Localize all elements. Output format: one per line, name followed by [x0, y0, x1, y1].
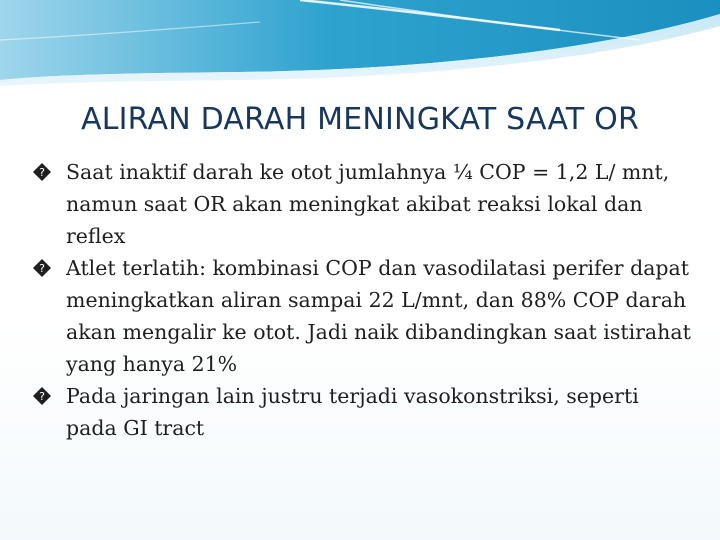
bullet-text: Pada jaringan lain justru terjadi vasokonstriksi, seperti pada GI tract: [66, 384, 639, 440]
bullet-text: Saat inaktif darah ke otot jumlahnya ¼ COP = 1,2 L/ mnt, namun saat OR akan meningkat akibat reaksi lokal dan reflex: [66, 160, 670, 248]
bullet-item-2: [32, 252, 692, 380]
bullet-item-3: [32, 380, 692, 444]
svg-text:?: ?: [39, 166, 45, 179]
header-wave-decoration: [0, 0, 720, 90]
missing-glyph-icon: [32, 258, 52, 278]
missing-glyph-icon: [32, 386, 52, 406]
bullet-list: [32, 156, 692, 444]
slide-title: ALIRAN DARAH MENINGKAT SAAT OR: [80, 102, 640, 137]
bullet-text: Atlet terlatih: kombinasi COP dan vasodilatasi perifer dapat meningkatkan aliran sampai 22 L/mnt, dan 88% COP darah akan mengalir ke otot. Jadi naik dibandingkan saat istirahat yang hanya 21%: [66, 256, 691, 376]
missing-glyph-icon: [32, 162, 52, 182]
bullet-item-1: [32, 156, 692, 252]
svg-text:?: ?: [39, 390, 45, 403]
svg-text:?: ?: [39, 262, 45, 275]
